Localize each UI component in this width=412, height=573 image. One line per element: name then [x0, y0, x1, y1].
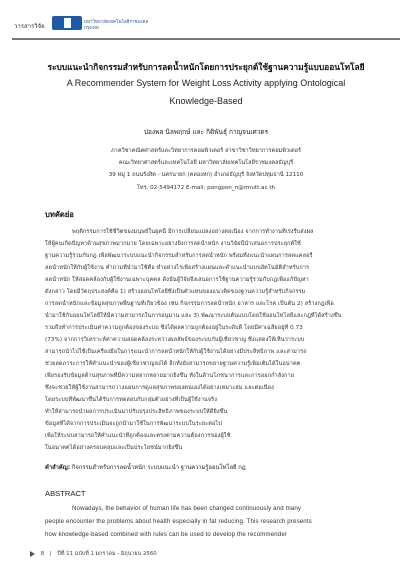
abstract-thai-line: (73%) จากการวิเคราะห์ค่าความสอดคล้องระหว่างผลลัพธ์ของระบบกับผู้เชี่ยวชาญ ซึ่งแสดงให้เห็นว่าระบบ: [45, 337, 305, 343]
affiliation-contact: โทร. 02-5494172 E-mail: pongpon_n@rmutt.ac.th: [136, 185, 276, 191]
abstract-thai-line: ฐานความรู้ร่วมกับกฎ เพื่อพัฒนาระบบแนะนำกิจกรรมสำหรับการลดน้ำหนัก พร้อมทั้งแนะนำแผนการลดแคลอรี่: [45, 253, 313, 259]
abstract-english-line: Nowadays, the behavior of human life has been changed continuously and many: [72, 505, 302, 512]
abstract-thai-line: ดังกล่าว โดยมีวัตถุประสงค์คือ 1) สร้างออนโทโลยีซึ่งเป็นตัวแทนของแนวคิดของฐานความรู้สำหรับกิจกรรม: [45, 289, 306, 295]
title-thai: ระบบแนะนำกิจกรรมสำหรับการลดน้ำหนักโดยการประยุกต์ใช้ฐานความรู้แบบออนโทโลยี: [47, 62, 365, 72]
abstract-thai-line: ข้อมูลที่ได้จากการประเมินจะถูกนำมาใช้ในการพัฒนาระบบในระยะต่อไป: [45, 421, 222, 427]
abstract-thai-line: พฤติกรรมการใช้ชีวิตของมนุษย์ในยุคนี้ มีการเปลี่ยนแปลงอย่างต่อเนื่อง จากการทำงานที่เร่งรีบส่งผล: [72, 229, 314, 235]
abstract-thai-line: เพื่อรองรับข้อมูลด้านสุขภาพที่มีความหลากหลายมากยิ่งขึ้น ทั้งในด้านโภชนาการและการออกกำลังกาย: [45, 373, 295, 379]
logo-text-line1: มหาวิทยาลัยเทคโนโลยีราชมงคล: [84, 20, 149, 25]
journal-name: วารสารวิจัย: [14, 23, 45, 30]
abstract-english-heading: ABSTRACT: [45, 489, 86, 498]
footer-triangle-icon: [30, 551, 35, 557]
abstract-english-line: how knowledge-based combined with rules can be used to develop the recommender: [45, 531, 288, 538]
abstract-thai-heading: บทคัดย่อ: [45, 210, 74, 219]
logo-mark-icon: [52, 16, 82, 30]
logo-text-line2: กรุงเทพ: [84, 26, 99, 31]
abstract-thai-line: ในอนาคตได้อย่างครอบคลุมและเป็นประโยชน์มากยิ่งขึ้น: [45, 445, 183, 451]
abstract-english-line: people encounter the problems about health especially in fat reducing. This research presents: [45, 518, 312, 525]
university-logo: [52, 16, 149, 32]
abstract-thai-line: ให้ผู้คนเกิดปัญหาด้านสุขภาพมากมาย โดยเฉพาะอย่างยิ่งการลดน้ำหนัก งานวิจัยนี้นำเสนอการประยุกต์ใช้: [45, 241, 301, 247]
abstract-thai-line: ลดน้ำหนักให้กับผู้ใช้งาน คำถามที่นำมาใช้คือ ทำอย่างไรเพื่อสร้างแผนและคำแนะนำแบบอัตโนมัติสำหรับการ: [45, 265, 310, 271]
abstract-thai-line: เพื่อให้ระบบสามารถให้คำแนะนำที่ถูกต้องและตรงตามความต้องการของผู้ใช้: [45, 433, 231, 439]
keywords: [45, 462, 246, 472]
footer-separator: |: [49, 551, 52, 557]
abstract-thai-line: สามารถนำไปใช้เป็นเครื่องมือในการแนะนำการลดน้ำหนักให้กับผู้ใช้งานได้อย่างมีประสิทธิภาพ และสามารถ: [45, 349, 307, 355]
abstract-thai-line: รวมถึงทำการประเมินค่าความถูกต้องของระบบ ซึ่งได้ผลความถูกต้องอยู่ในระดับดี โดยมีค่าเฉลี่ยอยู่ที่ 0.73: [45, 325, 303, 331]
issue-info: ปีที่ 11 ฉบับที่ 1 มกราคม - มิถุนายน 2560: [57, 551, 157, 557]
affiliation-line3: 39 หมู่ 1 ถนนรังสิต - นครนายก (คลองหก) อำเภอธัญบุรี จังหวัดปทุมธานี 12110: [108, 172, 304, 178]
affiliation-line2: คณะวิทยาศาสตร์และเทคโนโลยี มหาวิทยาลัยเทคโนโลยีราชมงคลธัญบุรี: [118, 160, 294, 166]
title-english-line2: Knowledge-Based: [169, 96, 243, 106]
affiliation-line1: ภาควิชาคณิตศาสตร์และวิทยาการคอมพิวเตอร์ สาขาวิชาวิทยาการคอมพิวเตอร์: [111, 148, 301, 154]
abstract-thai-line: ช่วยลดภาระการให้คำแนะนำของผู้เชี่ยวชาญลงได้ อีกทั้งยังสามารถขยายฐานความรู้เพิ่มเติมได้ในอนาคต: [45, 361, 301, 367]
page-number: 8: [40, 551, 45, 557]
abstract-thai-line: การลดน้ำหนักและข้อมูลสุขภาพพื้นฐานที่เกี่ยวข้อง เช่น กิจกรรมการลดน้ำหนัก อาหาร และโรค เป็นต้น 2) สร้างกฎเพื่อ: [45, 301, 334, 307]
keywords-text: กิจกรรมสำหรับการลดน้ำหนัก ระบบแนะนำ ฐานความรู้ออนโทโลยี กฎ: [71, 465, 246, 471]
title-english-line1: A Recommender System for Weight Loss Activity applying Ontological: [66, 78, 346, 88]
abstract-thai-line: ทำให้สามารถนำผลการประเมินมาปรับปรุงประสิทธิภาพของระบบให้ดียิ่งขึ้น: [45, 409, 228, 415]
keywords-label: คำสำคัญ:: [45, 465, 71, 471]
journal-header: [12, 14, 400, 38]
page-footer: [30, 550, 157, 558]
header-divider: [12, 38, 400, 40]
abstract-thai-line: ซึ่งจะช่วยให้ผู้ใช้งานสามารถวางแผนการดูแลสุขภาพของตนเองได้อย่างเหมาะสม และต่อเนื่อง: [45, 385, 274, 391]
abstract-thai-line: โดยระบบที่พัฒนาขึ้นได้รับการทดสอบกับกลุ่มตัวอย่างที่เป็นผู้ใช้งานจริง: [45, 397, 218, 403]
abstract-thai-line: นำมาใช้กับออนโทโลยีให้มีความสามารถในการอนุมาน และ 3) พัฒนาระบบต้นแบบโดยใช้ออนโทโลยีและกฎที่ได้สร้างขึ้น: [45, 313, 342, 319]
authors: ปองพล นิลพฤกษ์ และ กิติพันธุ์ กาญจนเศวตร: [143, 128, 269, 136]
abstract-thai-line: ลดน้ำหนัก ให้สอดคล้องกับผู้ใช้งานเฉพาะบุคคล ดังนั้นผู้วิจัยจึงเสนอการใช้ฐานความรู้ร่วมกับกฎเพื่อแก้ปัญหา: [45, 277, 309, 283]
